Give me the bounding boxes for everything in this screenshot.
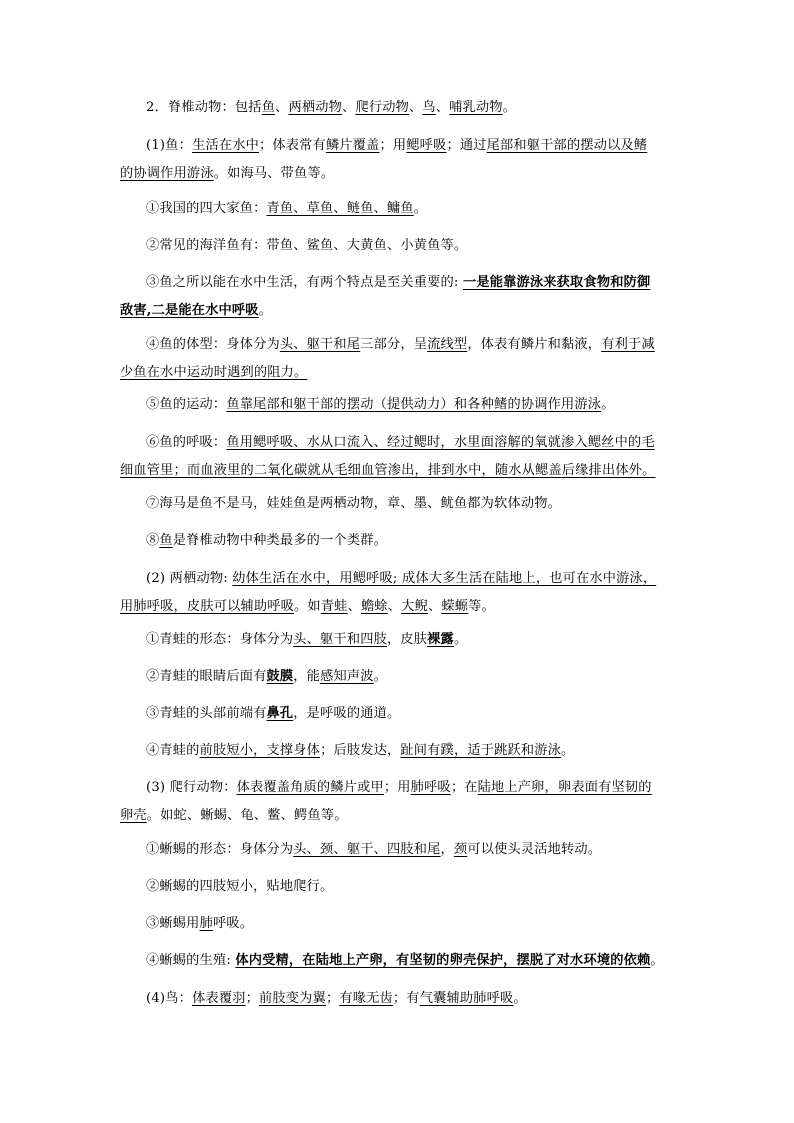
key-term: 体内受精，在陆地上产卵，有坚韧的卵壳保护，摆脱了对水环境的依赖	[235, 953, 651, 968]
text-run: 。	[561, 743, 575, 758]
text-run: 。	[413, 201, 428, 216]
key-term: 鳃呼吸	[406, 138, 447, 153]
text-run: ③鱼之所以能在水中生活，有两个特点是至关重要的:	[146, 275, 463, 290]
text-line	[146, 527, 706, 555]
text-line	[120, 802, 706, 830]
paragraph-reptiles	[120, 774, 706, 830]
text-run: 等。	[468, 599, 495, 614]
text-run: 、	[435, 100, 450, 115]
text-run: ③蜥蜴用	[146, 916, 200, 931]
text-run: 。如	[294, 599, 321, 614]
key-term: 体表覆盖角质的鳞片或甲	[236, 780, 384, 795]
key-term: 青鱼、草鱼、鲢鱼、鳙鱼	[266, 201, 414, 216]
text-run: ⑤鱼的运动：	[146, 397, 227, 412]
key-term: 卵壳	[120, 808, 147, 823]
list-item-fish-largest-group	[120, 527, 706, 555]
list-item-four-domestic-fish	[120, 195, 706, 223]
text-run: ①我国的四大家鱼：	[146, 201, 267, 216]
text-run: ①青蛙的形态：身体分为	[146, 632, 294, 647]
text-line	[146, 663, 706, 691]
key-term: 头、躯干和尾	[279, 337, 361, 352]
key-term: 鱼用鳃呼吸、水从口流入、经过鳃时，水里面溶解的氧就渗入鳃丝中的毛	[226, 435, 655, 450]
key-term: 趾间有蹼，适于跳跃和游泳	[400, 743, 562, 758]
text-line	[146, 269, 706, 297]
text-line	[146, 132, 706, 160]
text-run: 。	[601, 397, 615, 412]
key-term: 爬行动物	[355, 100, 409, 115]
text-line	[146, 391, 706, 419]
key-term: 鼓膜	[266, 669, 294, 684]
text-run: 。	[373, 669, 388, 684]
text-line	[146, 910, 706, 938]
list-item-fish-respiration	[120, 429, 706, 485]
list-item-frog-form	[120, 626, 706, 654]
key-term: 体表覆羽	[192, 991, 246, 1006]
key-term: 感知声波	[320, 669, 374, 684]
text-run: ；	[325, 991, 340, 1006]
key-term: 鼻孔	[266, 706, 294, 721]
text-run: ④蜥蜴的生殖:	[146, 953, 236, 968]
text-run: ②青蛙的眼睛后面有	[146, 669, 267, 684]
key-term: 青蛙	[320, 599, 348, 614]
paragraph-birds	[120, 985, 706, 1013]
key-term: 鱼靠尾部和躯干部的摆动（提供动力）和各种鳍的协调作用游泳	[226, 397, 602, 412]
text-run: ①蜥蜴的形态：身体分为	[146, 842, 294, 857]
key-term: 有喙无齿	[339, 991, 393, 1006]
text-run: ；在	[450, 780, 478, 795]
text-line	[120, 457, 706, 485]
text-run: 可以使头灵活地转动。	[467, 842, 602, 857]
key-term: 的协调作用游泳	[120, 166, 214, 181]
text-run: (2) 两栖动物:	[146, 571, 233, 586]
text-run: 。如海马、带鱼等。	[213, 166, 335, 181]
text-line	[146, 700, 706, 728]
text-run: ，体表有鳞片和黏液，	[467, 337, 602, 352]
text-run: 。	[513, 991, 527, 1006]
text-line	[146, 94, 706, 122]
text-run: ，	[440, 842, 454, 857]
list-item-fish-movement	[120, 391, 706, 419]
text-line	[146, 195, 706, 223]
text-run: ⑧	[146, 533, 160, 548]
text-line	[146, 873, 706, 901]
text-line	[146, 836, 706, 864]
text-run: 三部分，呈	[360, 337, 428, 352]
text-run: (4)鸟：	[146, 991, 193, 1006]
list-item-lizard-limbs	[120, 873, 706, 901]
text-run: ；有	[392, 991, 420, 1006]
paragraph-amphibians	[120, 565, 706, 621]
text-line	[146, 490, 706, 518]
key-term: 细血管里；而血液里的二氧化碳就从毛细血管渗出，排到水中，随水从鳃盖后缘排出体外。	[120, 463, 656, 478]
text-run: 呼吸。	[212, 916, 254, 931]
text-run: 、	[275, 100, 289, 115]
key-term: 有利于减	[601, 337, 655, 352]
key-term: 蝾螈	[441, 599, 469, 614]
text-run: ；用	[379, 138, 407, 153]
key-term: 尾部和躯干部的摆动以及鳍	[486, 138, 648, 153]
text-run: 、	[409, 100, 423, 115]
list-item-frog-limbs	[120, 737, 706, 765]
key-term: 头、颈、躯干、四肢和尾	[293, 842, 441, 857]
text-run: 是脊椎动物中种类最多的一个类群。	[172, 533, 387, 548]
text-line	[146, 331, 706, 359]
key-term: 前肢短小，支撑身体	[199, 743, 321, 758]
text-run: (3) 爬行动物：	[146, 780, 237, 795]
key-term: 幼体生活在水中，用鳃呼吸; 成体大多生活在陆地上，也可在水中游泳，	[232, 571, 657, 586]
text-line	[146, 429, 706, 457]
text-line	[146, 985, 706, 1013]
text-line	[120, 297, 706, 325]
text-run: ⑥鱼的呼吸：	[146, 435, 227, 450]
text-run: ⑦海马是鱼不是马，娃娃鱼是两栖动物，章、墨、鱿鱼都为软体动物。	[146, 496, 562, 511]
text-line	[120, 593, 706, 621]
text-run: 、	[342, 100, 356, 115]
key-term: 颈	[453, 842, 468, 857]
text-run: ；用	[383, 780, 411, 795]
list-item-frog-nostrils	[120, 700, 706, 728]
text-run: 。	[258, 303, 273, 318]
text-run: ，皮肤	[386, 632, 428, 647]
text-run: 。	[650, 953, 664, 968]
key-term: 少鱼在水中运动时遇到的阻力。	[120, 365, 308, 380]
list-item-seahorse-note	[120, 490, 706, 518]
text-run: ④鱼的体型：身体分为	[146, 337, 280, 352]
list-item-lizard-respiration	[120, 910, 706, 938]
key-term: 蟾蜍	[361, 599, 388, 614]
key-term: 鱼	[159, 533, 173, 548]
key-term: 裸露	[427, 632, 454, 647]
text-run: ②常见的海洋鱼有：带鱼、鲨鱼、大黄鱼、小黄鱼等。	[146, 238, 468, 253]
text-run: 。	[453, 632, 468, 647]
list-item-fish-key-features	[120, 269, 706, 325]
text-run: ②蜥蜴的四肢短小，贴地爬行。	[146, 879, 334, 894]
key-term: 肺呼吸	[410, 780, 451, 795]
text-run: ；后肢发达，	[320, 743, 401, 758]
text-line	[146, 947, 706, 975]
key-term: 鸟	[422, 100, 436, 115]
text-line	[146, 232, 706, 260]
text-line	[146, 626, 706, 654]
text-run: 。如蛇、蜥蜴、龟、鳖、鳄鱼等。	[146, 808, 348, 823]
text-run: ④青蛙的	[146, 743, 200, 758]
text-run: (1)鱼：	[146, 138, 193, 153]
list-item-marine-fish	[120, 232, 706, 260]
text-run: ③青蛙的头部前端有	[146, 706, 267, 721]
key-term: 前肢变为翼	[259, 991, 326, 1006]
key-term: 大鲵	[401, 599, 428, 614]
list-item-lizard-form	[120, 836, 706, 864]
key-term: 鱼	[261, 100, 276, 115]
section-heading-vertebrates	[120, 94, 706, 122]
key-term: 用肺呼吸，皮肤可以辅助呼吸	[120, 599, 295, 614]
key-term: 气囊辅助肺呼吸	[419, 991, 514, 1006]
text-run: ，是呼吸的通道。	[293, 706, 401, 721]
text-line	[120, 359, 706, 387]
key-term: 生活在水中	[192, 138, 259, 153]
text-run: 。	[502, 100, 517, 115]
text-line	[146, 565, 706, 593]
list-item-frog-eardrum	[120, 663, 706, 691]
paragraph-fish	[120, 132, 706, 188]
text-line	[146, 774, 706, 802]
text-run: ；通过	[446, 138, 487, 153]
key-term: 两栖动物	[288, 100, 343, 115]
key-term: 哺乳动物	[449, 100, 503, 115]
key-term: 肺	[199, 916, 213, 931]
list-item-fish-body-shape	[120, 331, 706, 387]
key-term: 陆地上产卵，卵表面有坚韧的	[477, 780, 652, 795]
list-item-lizard-reproduction	[120, 947, 706, 975]
text-run: ，能	[293, 669, 321, 684]
key-term: 一是能靠游泳来获取食物和防御	[462, 275, 651, 290]
key-term: 敌害,二是能在水中呼吸	[120, 303, 259, 318]
key-term: 鳞片覆盖	[325, 138, 380, 153]
text-run: ；体表常有	[259, 138, 326, 153]
text-run: 、	[387, 599, 402, 614]
text-line	[146, 737, 706, 765]
text-run: 、	[427, 599, 442, 614]
key-term: 流线型	[427, 337, 468, 352]
text-run: ；	[245, 991, 260, 1006]
key-term: 头、躯干和四肢	[293, 632, 387, 647]
text-line	[120, 160, 706, 188]
text-run: 、	[347, 599, 361, 614]
text-run: 2．脊椎动物：包括	[146, 100, 262, 115]
